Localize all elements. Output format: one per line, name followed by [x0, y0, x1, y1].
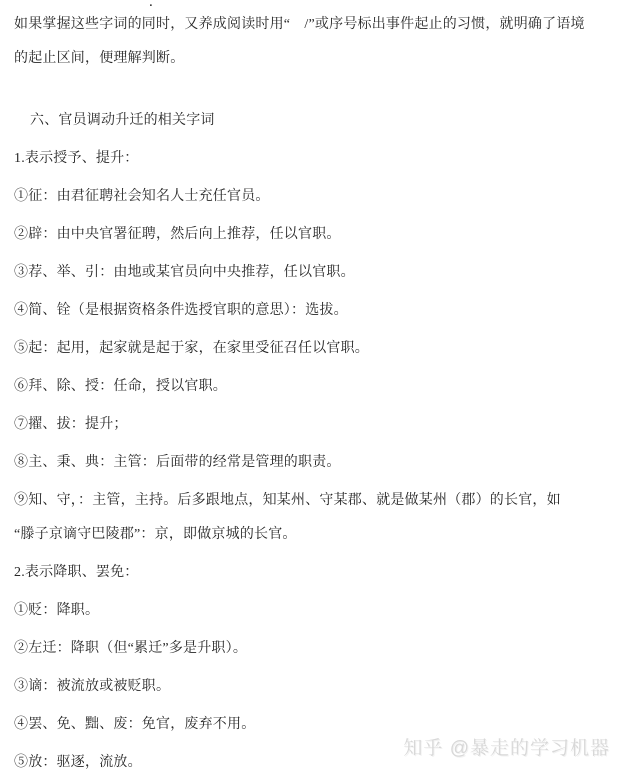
term-item-zhu-bing-dian: ⑧主、秉、典：主管：后面带的经常是管理的职责。 — [14, 455, 341, 470]
term-item-jian-ju-yin: ③荐、举、引：由地或某官员向中央推荐，任以官职。 — [14, 265, 355, 280]
section-heading: 六、官员调动升迁的相关字词 — [30, 113, 215, 128]
intro-paragraph: 如果掌握这些字词的同时，又养成阅读时用“ /”或序号标出事件起止的习惯，就明确了语境的起止区间，便理解判断。 — [14, 17, 585, 66]
term-item-zhuo-ba: ⑦擢、拔：提升； — [14, 417, 128, 432]
term-item-zhi-shou: ⑨知、守，：主管，主持。后多跟地点，知某州、守某郡、就是做某州（郡）的长官，如 “滕子京谪守巴陵郡”：京，即做京城的长官。 — [14, 493, 590, 542]
term-item-bian: ①贬：降职。 — [14, 603, 100, 618]
zhihu-watermark: 知乎 @暴走的学习机器 — [403, 738, 610, 759]
term-item-zhe: ③谪：被流放或被贬职。 — [14, 679, 171, 694]
subsection-demotion-title: 2.表示降职、罢免： — [14, 565, 139, 580]
term-item-zheng: ①征：由君征聘社会知名人士充任官员。 — [14, 189, 270, 204]
subsection-grant-title: 1.表示授予、提升： — [14, 151, 139, 166]
term-item-ba-mian-chu-fei: ④罢、免、黜、废：免官，废弃不用。 — [14, 717, 256, 732]
term-item-bai-chu-shou: ⑥拜、除、授：任命，授以官职。 — [14, 379, 227, 394]
term-item-bi: ②辟：由中央官署征聘，然后向上推荐，任以官职。 — [14, 227, 341, 242]
term-item-qi: ⑤起：起用，起家就是起于家，在家里受征召任以官职。 — [14, 341, 369, 356]
stray-dot: . — [149, 0, 153, 10]
term-item-fang: ⑤放：驱逐，流放。 — [14, 755, 142, 770]
term-item-jian-quan: ④简、铨（是根据资格条件选授官职的意思）：选拔。 — [14, 303, 348, 318]
term-item-zuoqian: ②左迁：降职（但“累迁”多是升职）。 — [14, 641, 248, 656]
